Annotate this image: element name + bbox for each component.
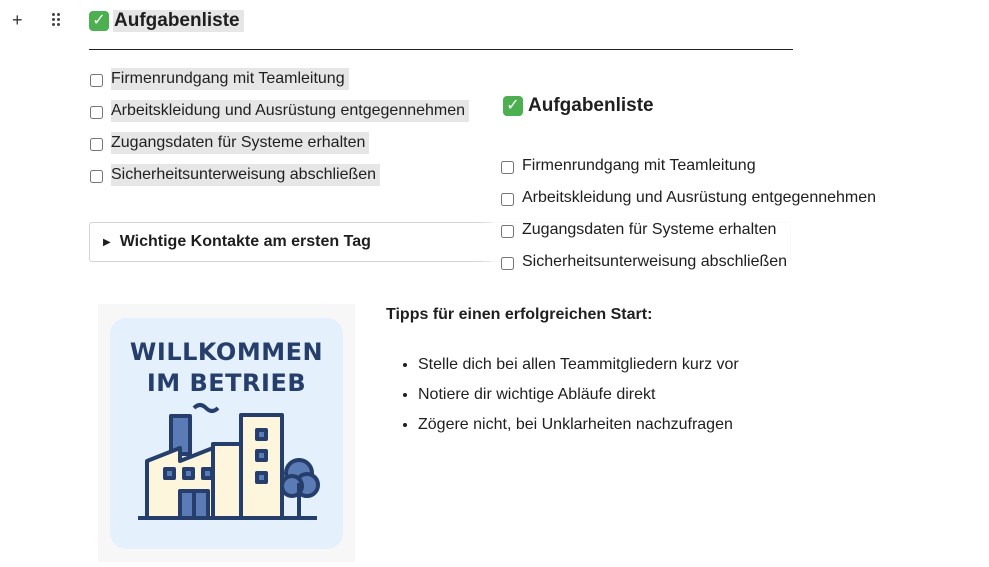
check-mark-icon: ✓ <box>89 11 109 31</box>
task-checkbox[interactable] <box>90 170 103 183</box>
task-label: Sicherheitsunterweisung abschließen <box>522 253 788 270</box>
preview-list-item <box>500 154 760 178</box>
list-item[interactable] <box>89 131 369 155</box>
task-label: Arbeitskleidung und Ausrüstung entgegennehmen <box>111 100 469 122</box>
toggle-triangle-icon[interactable]: ▶ <box>103 236 111 248</box>
preview-list-item <box>500 186 880 210</box>
list-item: • Notiere dir wichtige Abläufe direkt <box>418 382 739 412</box>
task-checkbox[interactable] <box>90 74 103 87</box>
list-item[interactable] <box>89 67 349 91</box>
add-block-icon[interactable]: + <box>12 10 23 30</box>
task-checkbox <box>501 161 514 174</box>
task-checkbox[interactable] <box>90 106 103 119</box>
task-checkbox[interactable] <box>90 138 103 151</box>
list-item: • Zögere nicht, bei Unklarheiten nachzufragen <box>418 412 739 442</box>
divider <box>89 49 793 50</box>
page-title[interactable] <box>89 7 244 34</box>
task-checkbox <box>501 225 514 238</box>
preview-title-text: Aufgabenliste <box>528 94 654 116</box>
check-mark-icon: ✓ <box>503 96 523 116</box>
drag-handle-icon[interactable] <box>50 12 62 28</box>
task-checkbox <box>501 257 514 270</box>
tips-list <box>386 352 739 442</box>
task-checkbox <box>501 193 514 206</box>
task-label: Firmenrundgang mit Teamleitung <box>522 157 756 174</box>
toggle-summary: Wichtige Kontakte am ersten Tag <box>119 233 371 250</box>
preview-title <box>503 92 658 119</box>
list-item[interactable] <box>89 163 380 187</box>
list-item: • Stelle dich bei allen Teammitgliedern kurz vor <box>418 352 739 382</box>
page-title-text: Aufgabenliste <box>113 10 244 32</box>
task-label: Zugangsdaten für Systeme erhalten <box>522 221 777 238</box>
tips-title: Tipps für einen erfolgreichen Start: <box>386 306 653 323</box>
preview-list-item <box>500 250 791 274</box>
drag-preview <box>500 92 900 272</box>
task-label: Sicherheitsunterweisung abschließen <box>111 164 380 186</box>
task-label: Arbeitskleidung und Ausrüstung entgegennehmen <box>522 189 877 206</box>
preview-list-item <box>500 218 780 242</box>
list-item[interactable] <box>89 99 469 123</box>
task-label: Zugangsdaten für Systeme erhalten <box>111 132 369 154</box>
task-label: Firmenrundgang mit Teamleitung <box>111 68 349 90</box>
factory-icon <box>110 318 343 549</box>
image-title-line2: IM BETRIEB <box>146 369 307 397</box>
image-title-line1: WILLKOMMEN <box>129 338 324 366</box>
welcome-illustration <box>110 318 343 549</box>
welcome-image[interactable] <box>98 304 355 562</box>
